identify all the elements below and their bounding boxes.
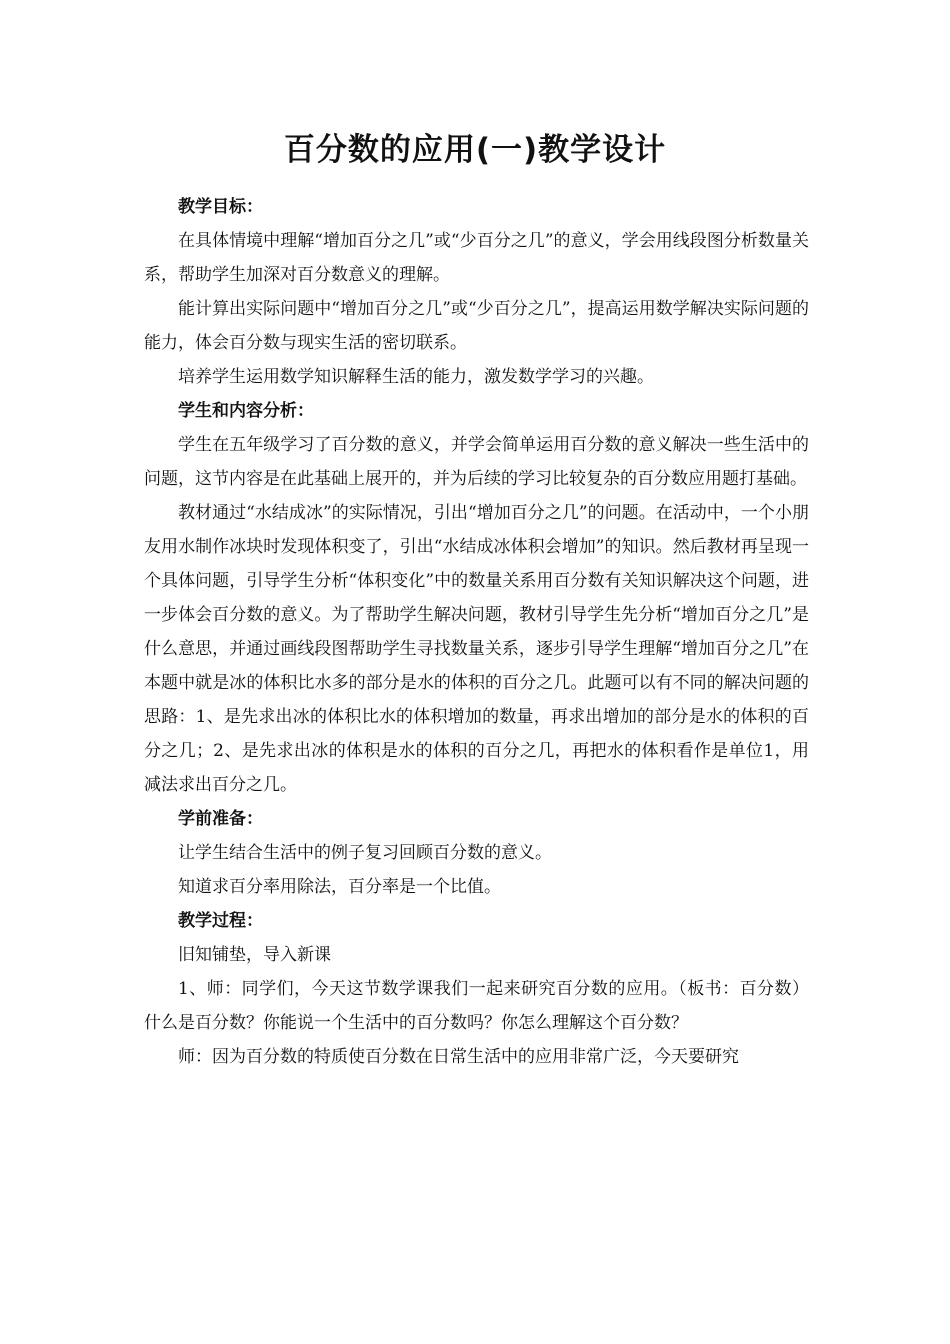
paragraph: 学生在五年级学习了百分数的意义，并学会简单运用百分数的意义解决一些生活中的问题，这节内容是在此基础上展开的，并为后续的学习比较复杂的百分数应用题打基础。 (144, 435, 809, 489)
paragraph: 让学生结合生活中的例子复习回顾百分数的意义。 (178, 843, 552, 863)
document-body (144, 190, 809, 1074)
paragraph: 在具体情境中理解“增加百分之几”或“少百分之几”的意义，学会用线段图分析数量关系，帮助学生加深对百分数意义的理解。 (144, 231, 809, 285)
section-heading-goals: 教学目标： (178, 197, 263, 217)
paragraph: 知道求百分率用除法，百分率是一个比值。 (178, 877, 501, 897)
paragraph: 教材通过“水结成冰”的实际情况，引出“增加百分之几”的问题。在活动中，一个小朋友用水制作冰块时发现体积变了，引出“水结成冰体积会增加”的知识。然后教材再呈现一个具体问题，引导学生分析“体积变化”中的数量关系用百分数有关知识解决这个问题，进一步体会百分数的意义。为了帮助学生解决问题，教材引导学生先分析“增加百分之几”是什么意思，并通过画线段图帮助学生寻找数量关系，逐步引导学生理解“增加百分之几”在本题中就是冰的体积比水多的部分是水的体积的百分之几。此题可以有不同的解决问题的思路：1、是先求出冰的体积比水的体积增加的数量，再求出增加的部分是水的体积的百分之几；2、是先求出冰的体积是水的体积的百分之几，再把水的体积看作是单位1，用减法求出百分之几。 (144, 503, 809, 795)
paragraph: 旧知铺垫，导入新课 (178, 945, 331, 965)
section-heading-prep: 学前准备： (178, 809, 263, 829)
paragraph: 1、师：同学们，今天这节数学课我们一起来研究百分数的应用。（板书：百分数）什么是百分数？你能说一个生活中的百分数吗？你怎么理解这个百分数？ (144, 979, 809, 1033)
paragraph: 培养学生运用数学知识解释生活的能力，激发数学学习的兴趣。 (178, 367, 654, 387)
section-heading-process: 教学过程： (178, 911, 263, 931)
section-heading-analysis: 学生和内容分析： (178, 401, 314, 421)
paragraph: 能计算出实际问题中“增加百分之几”或“少百分之几”，提高运用数学解决实际问题的能力，体会百分数与现实生活的密切联系。 (144, 299, 809, 353)
paragraph: 师：因为百分数的特质使百分数在日常生活中的应用非常广泛，今天要研究 (178, 1047, 739, 1067)
document-title: 百分数的应用(一)教学设计 (283, 132, 667, 168)
